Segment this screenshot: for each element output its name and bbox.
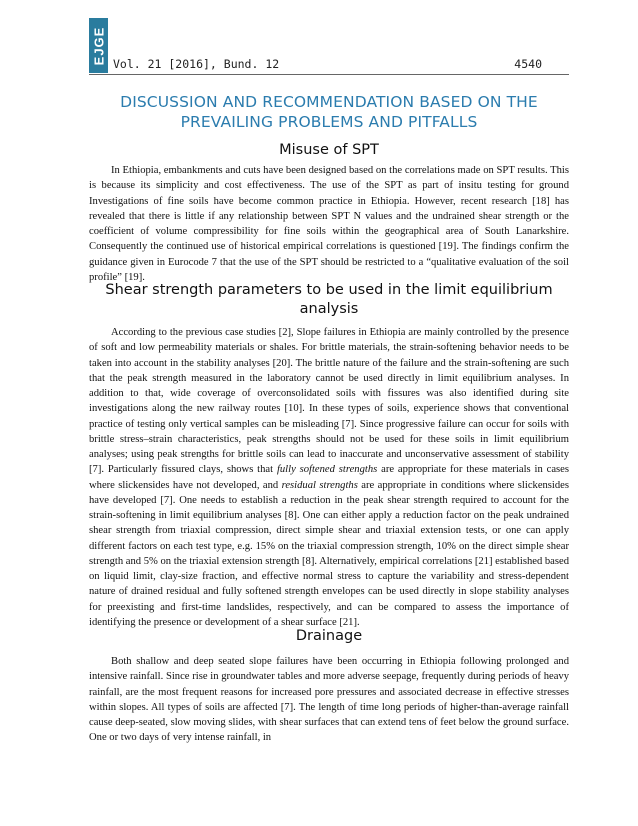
text-run: According to the previous case studies [2], Slope failures in Ethiopia are mainly controlled by the presence of soft and low permeability materials or shales. For brittle materials, the strain-softening behavior needs to be taken into account in the stability analyses [20]. The brittle nature of the failure and the strain-softening are such that the peak strength measured in the laboratory cannot be used directly in limit equilibrium analyses. In addition to that, wide coverage of overconsolidated soils with fissures was also identified during site investigations along the new railway routes [10]. In these types of soils, experience shows that conventional practice of testing only vertical samples can be misleading [7]. Since progressive failure can occur for soils with brittle stress–strain characteristics, peak strengths should not be used for these soils in limit equilibrium analyses; using peak strengths for brittle soils can lead to inaccurate and unconservative assessment of stability [7]. Particularly fissured clays, shows that xyxy=(89,327,569,476)
header-divider xyxy=(89,74,569,75)
italic-term-fully-softened: fully softened strengths xyxy=(276,464,378,476)
text-run: are appropriate for these materials in cases where slickensides have not developed, and xyxy=(89,464,569,491)
heading-drainage: Drainage xyxy=(295,628,363,644)
paragraph-shear-strength xyxy=(89,325,569,630)
paragraph-misuse-of-spt: In Ethiopia, embankments and cuts have been designed based on the correlations made on SPT results. This is because its simplicity and cost effectiveness. The use of the SPT as part of insitu testing for ground Investigations of fine soils have become common practice in Ethiopia. However, recent research [18] has revealed that there is little if any relationship between SPT N values and the undrained shear strength or the coefficient of volume compressibility for fine soils within the geographical area of South Lanarkshire. Consequently the continued use of historical empirical correlations is questioned [19]. The findings confirm the guidance given in Eurocode 7 that the use of the SPT should be restricted to a “qualitative evaluation of the soil profile” [19]. xyxy=(89,165,569,283)
journal-logo-text: EJGE xyxy=(91,26,106,65)
heading-shear-strength: Shear strength parameters to be used in the limit equilibrium analysis xyxy=(105,282,553,317)
italic-term-residual: residual strengths xyxy=(281,479,358,491)
section-title: DISCUSSION AND RECOMMENDATION BASED ON THE PREVAILING PROBLEMS AND PITFALLS xyxy=(120,93,538,131)
paragraph-drainage: Both shallow and deep seated slope failures have been occurring in Ethiopia following prolonged and intensive rainfall. Since rise in groundwater tables and more adverse seepage, frequently during periods of heavy rainfall, are the most frequent reasons for increased pore pressures and associated decrease in effective stresses within slopes. All types of soils are affected [7]. The length of time long periods of higher-than-average rainfall cause deep-seated, slow moving slides, with shear surfaces that can extend tens of feet below the ground surface. One or two days of very intense rainfall, in xyxy=(89,656,569,744)
heading-misuse-of-spt: Misuse of SPT xyxy=(279,142,379,158)
volume-info: Vol. 21 [2016], Bund. 12 xyxy=(113,57,280,71)
page-number: 4540 xyxy=(514,57,542,71)
text-run: are appropriate in conditions where slickensides have developed [7]. One needs to establish a reduction in the peak shear strength required to account for the strain-softening in limit equilibrium analyses [8]. One can either apply a reduction factor on the peak undrained shear strength from triaxial compression, direct simple shear and triaxial extension tests, or one can apply different factors on each test type, e.g. 15% on the triaxial compression strength, 10% on the direct simple shear strength and 5% on the triaxial extension strength [8]. Alternatively, empirical correlations [21] established based on liquid limit, clay-size fraction, and effective normal stress to capture the variability and stress-dependent nature of drained residual and fully softened strength envelopes can be used directly in slope stability analyses for preexisting and first-time landslides, respectively, and can be compared to assess the importance of identifying the presence or development of a shear surface [21]. xyxy=(89,479,570,628)
journal-logo xyxy=(89,18,108,73)
